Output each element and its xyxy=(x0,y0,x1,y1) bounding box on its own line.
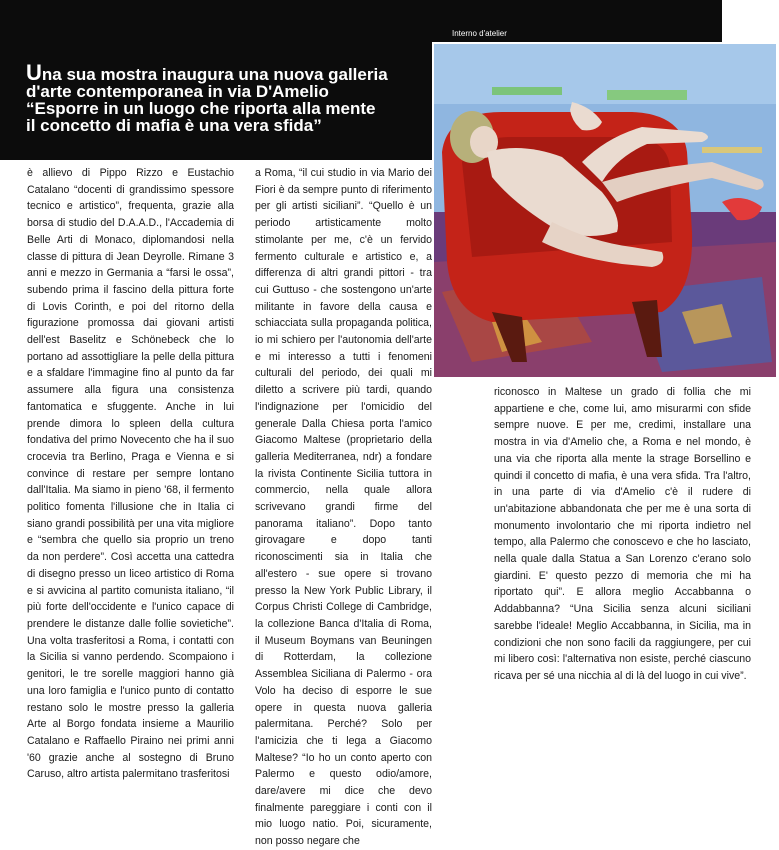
headline-line-3: “Esporre in un luogo che riporta alla mente xyxy=(26,99,376,118)
headline-line-1 xyxy=(26,60,426,85)
painting-image xyxy=(432,42,778,379)
text-column-2 xyxy=(255,165,432,850)
text-column-1 xyxy=(27,165,234,783)
headline-line-1-text: na sua mostra inaugura una nuova galleria xyxy=(41,65,388,84)
headline-line-4: il concetto di mafia è una vera sfida” xyxy=(26,116,322,135)
painting-nude-on-armchair xyxy=(432,42,778,379)
column-1-text: è allievo di Pippo Rizzo e Eustachio Catalano “docenti di grandissimo spessore tecnico e artistico”, frequenta, grazie alla borsa di studio del D.A.A.D., l'Accademia di Belle Arti di Monaco, diplomandosi nella classe di pittura di Jean Deyrolle. Rimane 3 anni e mezzo in Germania a “farsi le ossa”, subendo prima il fascino della pittura forte di Lovis Corinth, e poi del ritorno della figurazione promossa dai giovani artisti dell'est Baselitz e Schönebeck che lo portano ad assottigliare la pelle della pittura e a sfaldare l'immagine fino al punto da far assumere alla figura una consistenza fantomatica e sfuggente. Anche in lui prende dimora lo spleen della cultura fondativa del primo Novecento che ha il suo crocevia tra Berlino, Praga e Vienna e si convince di restare per sempre lontano dall'Italia. Ma siamo in pieno '68, il fermento politico fomenta l'illusione che in Italia ci siano grandi possibilità per una vita migliore e “sembra che quello sia proprio un treno da non perdere”. Così accetta una cattedra di disegno presso un liceo artistico di Roma e si avvicina al partito comunista italiano, “il più forte dell'occidente e l'unico capace di prendere le distanze dalle follie sovietiche”. Una volta trasferitosi a Roma, i contatti con la Sicilia si vanno perdendo. Scompaiono i genitori, le tre sorelle maggiori hanno già una loro famiglia e l'unico punto di contatto restano solo le mostre presso la galleria Arte al Borgo fondata insieme a Maurilio Catalano e Raffaello Piraino nei primi anni '60 grazie anche al sostegno di Bruno Caruso, altro artista palermitano trasferitosi xyxy=(27,167,234,781)
headline-line-2: d'arte contemporanea in via D'Amelio xyxy=(26,82,329,101)
image-caption: Interno d'atelier xyxy=(452,29,507,38)
column-2-text: a Roma, “il cui studio in via Mario dei Fiori è da sempre punto di riferimento per gli artisti siciliani”. “Quello è un periodo artisticamente molto stimolante per me, c'è un fervido fermento culturale e artistico e, a differenza di altri grandi pittori - tra cui Guttuso - che sostengono un'arte militante in favore della causa e schiacciata sulla propaganda politica, io mi schiero per l'autonomia dell'arte e mi interesso a tutti i fenomeni culturali del periodo, dei quali mi diletto a scrivere più tardi, quando l'indignazione per l'omicidio del generale Dalla Chiesa porta l'amico Giacomo Maltese (proprietario della galleria Mediterranea, ndr) a fondare la rivista Continente Sicilia tuttora in commercio, nella quale allora scrivevano grandi firme del panorama italiano”. Dopo tanto girovagare e dopo tanti riconoscimenti sia in Italia che all'estero - sue opere si trovano presso la New York Public Library, il Corpus Christi College di Cambridge, la collezione Banca d'Italia di Roma, il Museum Boymans van Beuningen di Rotterdam, la collezione Assemblea Siciliana di Palermo - ora Volo ha deciso di esporre le sue opere in questa nuova galleria palermitana. Perché? Solo per l'amicizia che ti lega a Giacomo Maltese? “Io ho un conto aperto con Palermo e questo odio/amore, dare/avere mi dice che devo finalmente pareggiare i conti con il mio luogo natio. Poi, sicuramente, non posso negare che xyxy=(255,167,432,848)
column-3-text: riconosco in Maltese un grado di follia che mi appartiene e che, come lui, amo misurarmi con sfide sempre nuove. E per me, credimi, installare una mostra in via d'Amelio che, a Roma e nel mondo, è una via che riporta alla mente la strage Borsellino e quindi il concetto di mafia, è una vera sfida. Tra l'altro, in una parte di via d'Amelio c'è il rudere di un'abitazione abbandonata che per me è una sorta di monumento involontario che mi riporta indietro nel tempo, alla Palermo che conoscevo e che ho lasciato, nella quale dalla Statua a San Lorenzo c'erano solo giardini. E' questo pezzo di memoria che mi ha riportato qui”. E allora meglio Accabbanna o Addabbanna? “Una Sicilia senza alcuni siciliani sarebbe l'ideale! Meglio Accabbanna, in Sicilia, ma in condizioni che non sono facili da raggiungere, per cui mi libero così: l'alternativa non esiste, perché ciascuno ricava per sé una nicchia al di là del luogo in cui vive”. xyxy=(494,386,751,682)
text-column-3 xyxy=(494,384,751,685)
headline xyxy=(26,60,426,135)
headline-initial: U xyxy=(26,60,42,85)
